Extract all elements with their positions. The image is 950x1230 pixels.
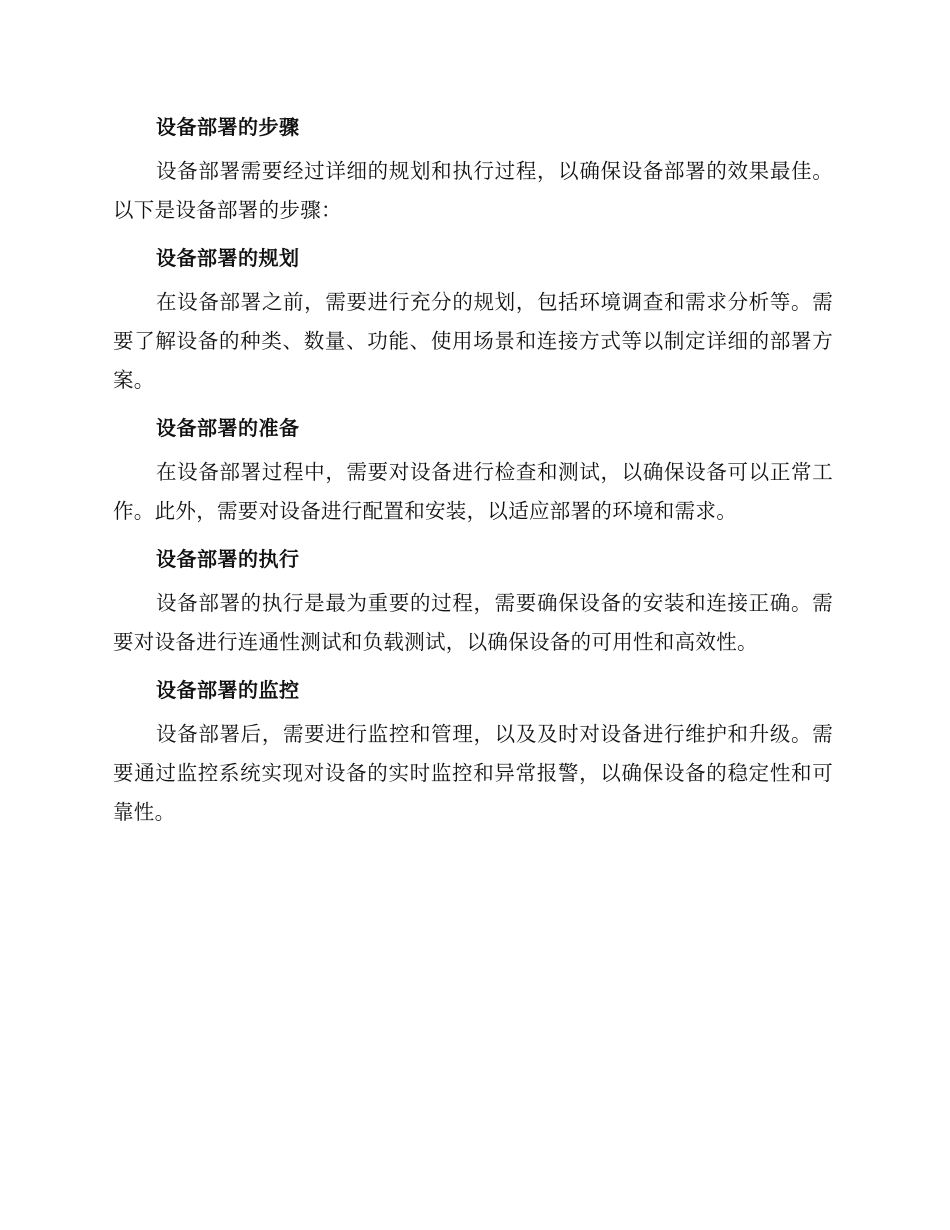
section-heading-planning: 设备部署的规划 bbox=[156, 246, 300, 270]
section-paragraph-planning: 在设备部署之前，需要进行充分的规划，包括环境调查和需求分析等。需要了解设备的种类、数量、功能、使用场景和连接方式等以制定详细的部署方案。 bbox=[113, 290, 833, 392]
section-heading-monitoring: 设备部署的监控 bbox=[156, 678, 300, 702]
section-paragraph-execution: 设备部署的执行是最为重要的过程，需要确保设备的安装和连接正确。需要对设备进行连通性测试和负载测试，以确保设备的可用性和高效性。 bbox=[113, 591, 833, 654]
section-paragraph-steps: 设备部署需要经过详细的规划和执行过程，以确保设备部署的效果最佳。以下是设备部署的步骤： bbox=[113, 159, 833, 222]
section-heading-steps: 设备部署的步骤 bbox=[156, 115, 300, 139]
section-heading-preparation: 设备部署的准备 bbox=[156, 416, 300, 440]
section-paragraph-preparation: 在设备部署过程中，需要对设备进行检查和测试，以确保设备可以正常工作。此外，需要对设备进行配置和安装，以适应部署的环境和需求。 bbox=[113, 460, 833, 523]
section-paragraph-monitoring: 设备部署后，需要进行监控和管理，以及及时对设备进行维护和升级。需要通过监控系统实现对设备的实时监控和异常报警，以确保设备的稳定性和可靠性。 bbox=[113, 722, 833, 824]
section-heading-execution: 设备部署的执行 bbox=[156, 547, 300, 571]
document-body bbox=[113, 112, 833, 845]
